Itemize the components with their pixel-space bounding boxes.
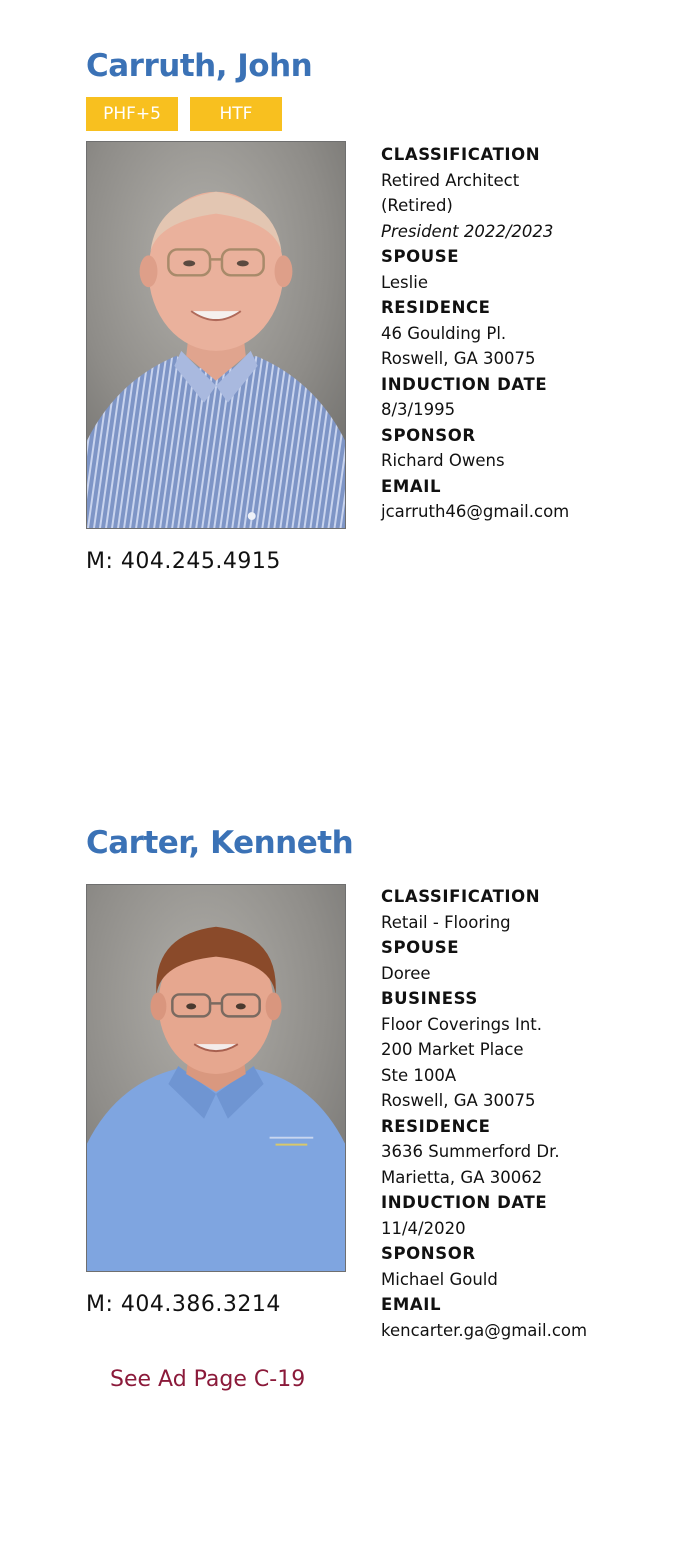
portrait-image bbox=[87, 885, 345, 1271]
spouse-value: Doree bbox=[381, 963, 431, 983]
spouse-label: SPOUSE bbox=[381, 938, 460, 957]
residence-line: 46 Goulding Pl. bbox=[381, 323, 507, 343]
residence-line: Marietta, GA 30062 bbox=[381, 1167, 543, 1187]
business-line: Ste 100A bbox=[381, 1065, 457, 1085]
mobile-phone[interactable]: M: 404.386.3214 bbox=[86, 1292, 281, 1317]
business-line: 200 Market Place bbox=[381, 1040, 524, 1059]
business-line: Floor Coverings Int. bbox=[381, 1014, 543, 1034]
residence-line: 3636 Summerford Dr. bbox=[381, 1142, 560, 1161]
member-details bbox=[381, 142, 681, 525]
email-label: EMAIL bbox=[381, 1295, 442, 1314]
portrait-image bbox=[87, 142, 345, 528]
member-details bbox=[381, 884, 681, 1343]
residence-line: Roswell, GA 30075 bbox=[381, 349, 536, 368]
classification-value: (Retired) bbox=[381, 196, 453, 215]
residence-label: RESIDENCE bbox=[381, 1116, 491, 1136]
classification-label: CLASSIFICATION bbox=[381, 887, 541, 906]
sponsor-value: Michael Gould bbox=[381, 1269, 498, 1289]
member-photo bbox=[86, 141, 346, 529]
induction-value: 8/3/1995 bbox=[381, 400, 456, 419]
email-label: EMAIL bbox=[381, 476, 442, 496]
mobile-phone[interactable]: M: 404.245.4915 bbox=[86, 549, 281, 574]
classification-label: CLASSIFICATION bbox=[381, 145, 541, 164]
member-name: Carruth, John bbox=[86, 48, 313, 84]
business-line: Roswell, GA 30075 bbox=[381, 1091, 536, 1110]
classification-value: Retail - Flooring bbox=[381, 912, 511, 932]
sponsor-label: SPONSOR bbox=[381, 1244, 476, 1263]
badge-htf: HTF bbox=[190, 97, 282, 131]
business-label: BUSINESS bbox=[381, 989, 478, 1008]
badge-phf: PHF+5 bbox=[86, 97, 178, 131]
office-title: President 2022/2023 bbox=[381, 221, 554, 241]
member-badges bbox=[86, 97, 282, 131]
induction-label: INDUCTION DATE bbox=[381, 374, 548, 394]
spouse-value: Leslie bbox=[381, 272, 428, 292]
classification-value: Retired Architect bbox=[381, 170, 520, 190]
sponsor-label: SPONSOR bbox=[381, 425, 476, 445]
induction-value: 11/4/2020 bbox=[381, 1218, 466, 1238]
email-value[interactable]: kencarter.ga@gmail.com bbox=[381, 1320, 588, 1340]
residence-label: RESIDENCE bbox=[381, 298, 491, 317]
induction-label: INDUCTION DATE bbox=[381, 1193, 548, 1212]
member-photo bbox=[86, 884, 346, 1272]
ad-page-reference[interactable]: See Ad Page C-19 bbox=[110, 1367, 306, 1392]
sponsor-value: Richard Owens bbox=[381, 451, 505, 470]
email-value[interactable]: jcarruth46@gmail.com bbox=[381, 502, 570, 521]
member-name: Carter, Kenneth bbox=[86, 825, 354, 861]
spouse-label: SPOUSE bbox=[381, 247, 460, 266]
